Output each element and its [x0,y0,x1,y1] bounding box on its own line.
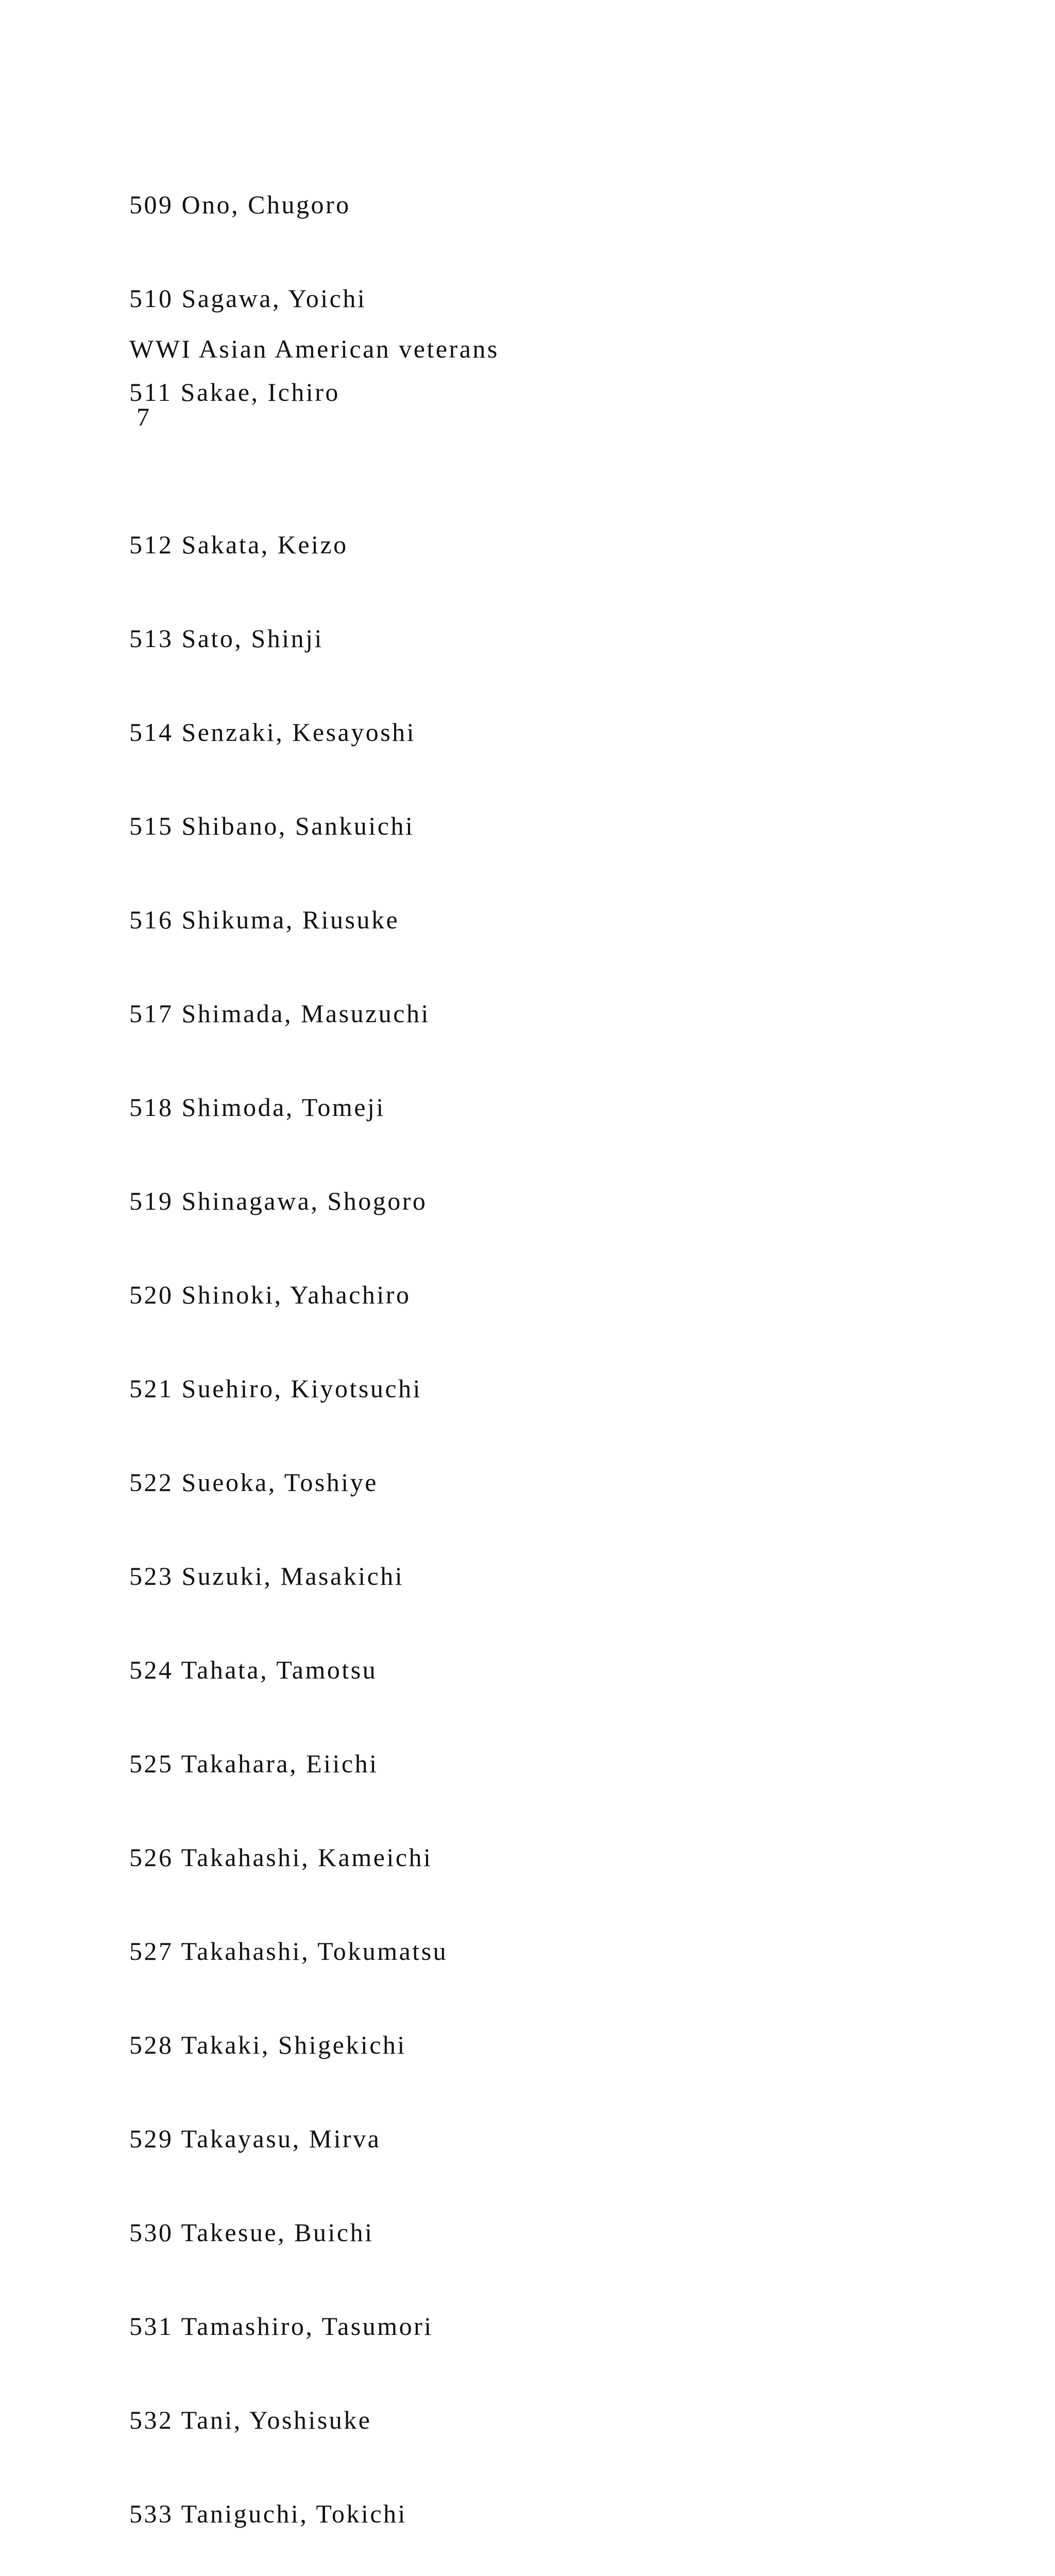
page-number: 7 [137,402,151,431]
list-item: 528 Takaki, Shigekichi [129,2030,406,2059]
list-item: 529 Takayasu, Mirva [129,2124,381,2153]
list-item: 513 Sato, Shinji [129,624,324,653]
section-heading: WWI Asian American veterans [129,334,499,363]
list-item: 511 Sakae, Ichiro [129,378,340,406]
list-item: 532 Tani, Yoshisuke [129,2405,372,2434]
list-item: 522 Sueoka, Toshiye [129,1468,378,1497]
list-item: 523 Suzuki, Masakichi [129,1562,404,1590]
list-item: 521 Suehiro, Kiyotsuchi [129,1374,422,1403]
list-item: 525 Takahara, Eiichi [129,1749,379,1778]
list-item: 512 Sakata, Keizo [129,530,348,559]
list-item: 517 Shimada, Masuzuchi [129,999,430,1028]
list-item: 518 Shimoda, Tomeji [129,1093,385,1122]
list-item: 526 Takahashi, Kameichi [129,1843,433,1872]
list-item: 515 Shibano, Sankuichi [129,811,415,840]
name-list-top [129,128,366,469]
list-item: 520 Shinoki, Yahachiro [129,1280,411,1309]
name-list-main [129,468,448,2576]
list-item: 519 Shinagawa, Shogoro [129,1187,428,1215]
list-item: 531 Tamashiro, Tasumori [129,2312,433,2341]
list-item: 527 Takahashi, Tokumatsu [129,1937,448,1965]
list-item: 524 Tahata, Tamotsu [129,1655,378,1684]
list-item: 514 Senzaki, Kesayoshi [129,718,416,747]
list-item: 533 Taniguchi, Tokichi [129,2499,407,2528]
list-item: 509 Ono, Chugoro [129,190,351,219]
list-item: 530 Takesue, Buichi [129,2218,374,2247]
list-item: 510 Sagawa, Yoichi [129,284,367,313]
list-item: 516 Shikuma, Riusuke [129,905,400,934]
